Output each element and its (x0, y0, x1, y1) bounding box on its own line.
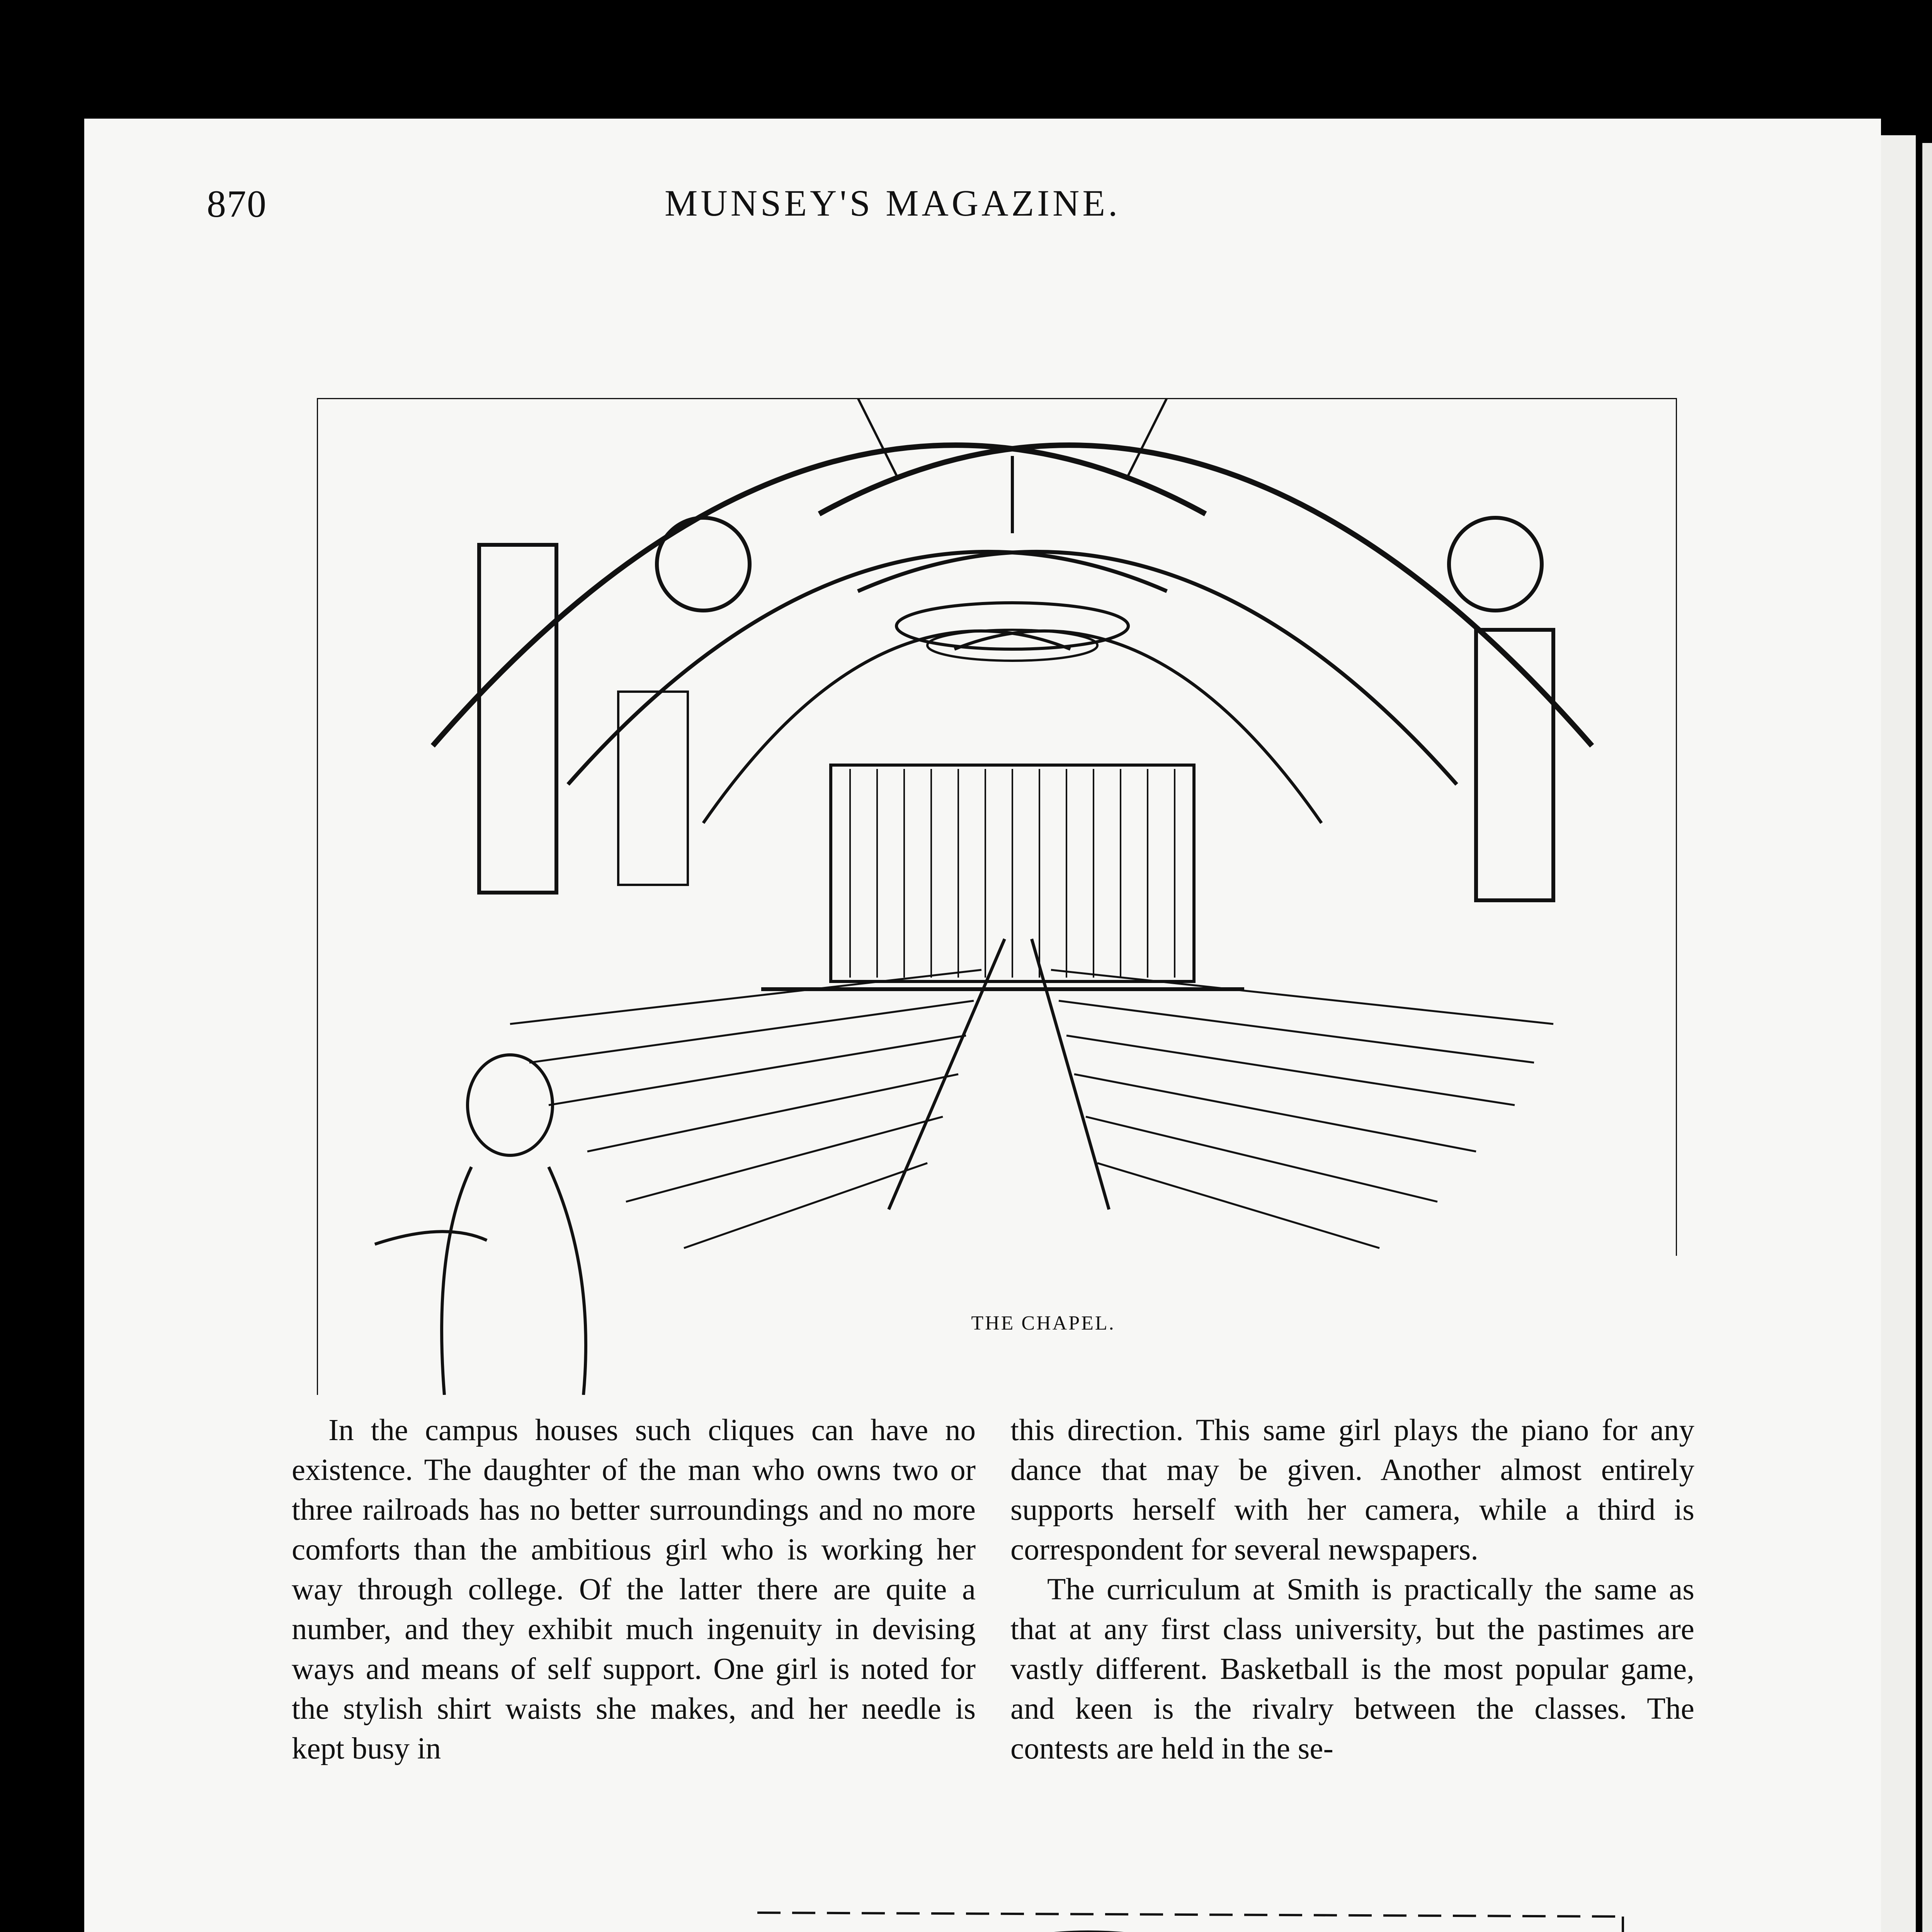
running-head: MUNSEY'S MAGAZINE. (665, 182, 1121, 224)
chapel-illustration (317, 398, 1677, 1395)
chapel-caption: THE CHAPEL. (971, 1312, 1116, 1334)
page-edge (1881, 135, 1916, 1932)
page-number: 870 (207, 182, 267, 225)
page-header (0, 182, 1797, 236)
left-paragraph: In the campus houses such cliques can have no existence. The daughter of the man who owns two or three railroads has no better surroundings and no more comforts than the ambitious girl who is working her way through college. Of the latter there are quite a number, and they exhibit much ingenuity in devising ways and means of self support. One girl is noted for the stylish shirt waists she makes, and her needle is kept busy in (292, 1413, 976, 1765)
right-paragraph-1: this direction. This same girl plays the piano for any dance that may be given. Another almost entirely supports herself with her camera, while a third is correspondent for several newspapers. (1010, 1413, 1694, 1566)
left-column (292, 1410, 976, 1769)
right-column (1010, 1410, 1694, 1769)
right-paragraph-2: The curriculum at Smith is practically the same as that at any first class university, but the pastimes are vastly different. Basketball is the most popular game, and keen is the rivalry between the classes. The contests are held in the se- (1010, 1573, 1694, 1765)
facing-page-strip (1922, 143, 1932, 1932)
observatory-illustration (278, 1909, 1669, 1932)
